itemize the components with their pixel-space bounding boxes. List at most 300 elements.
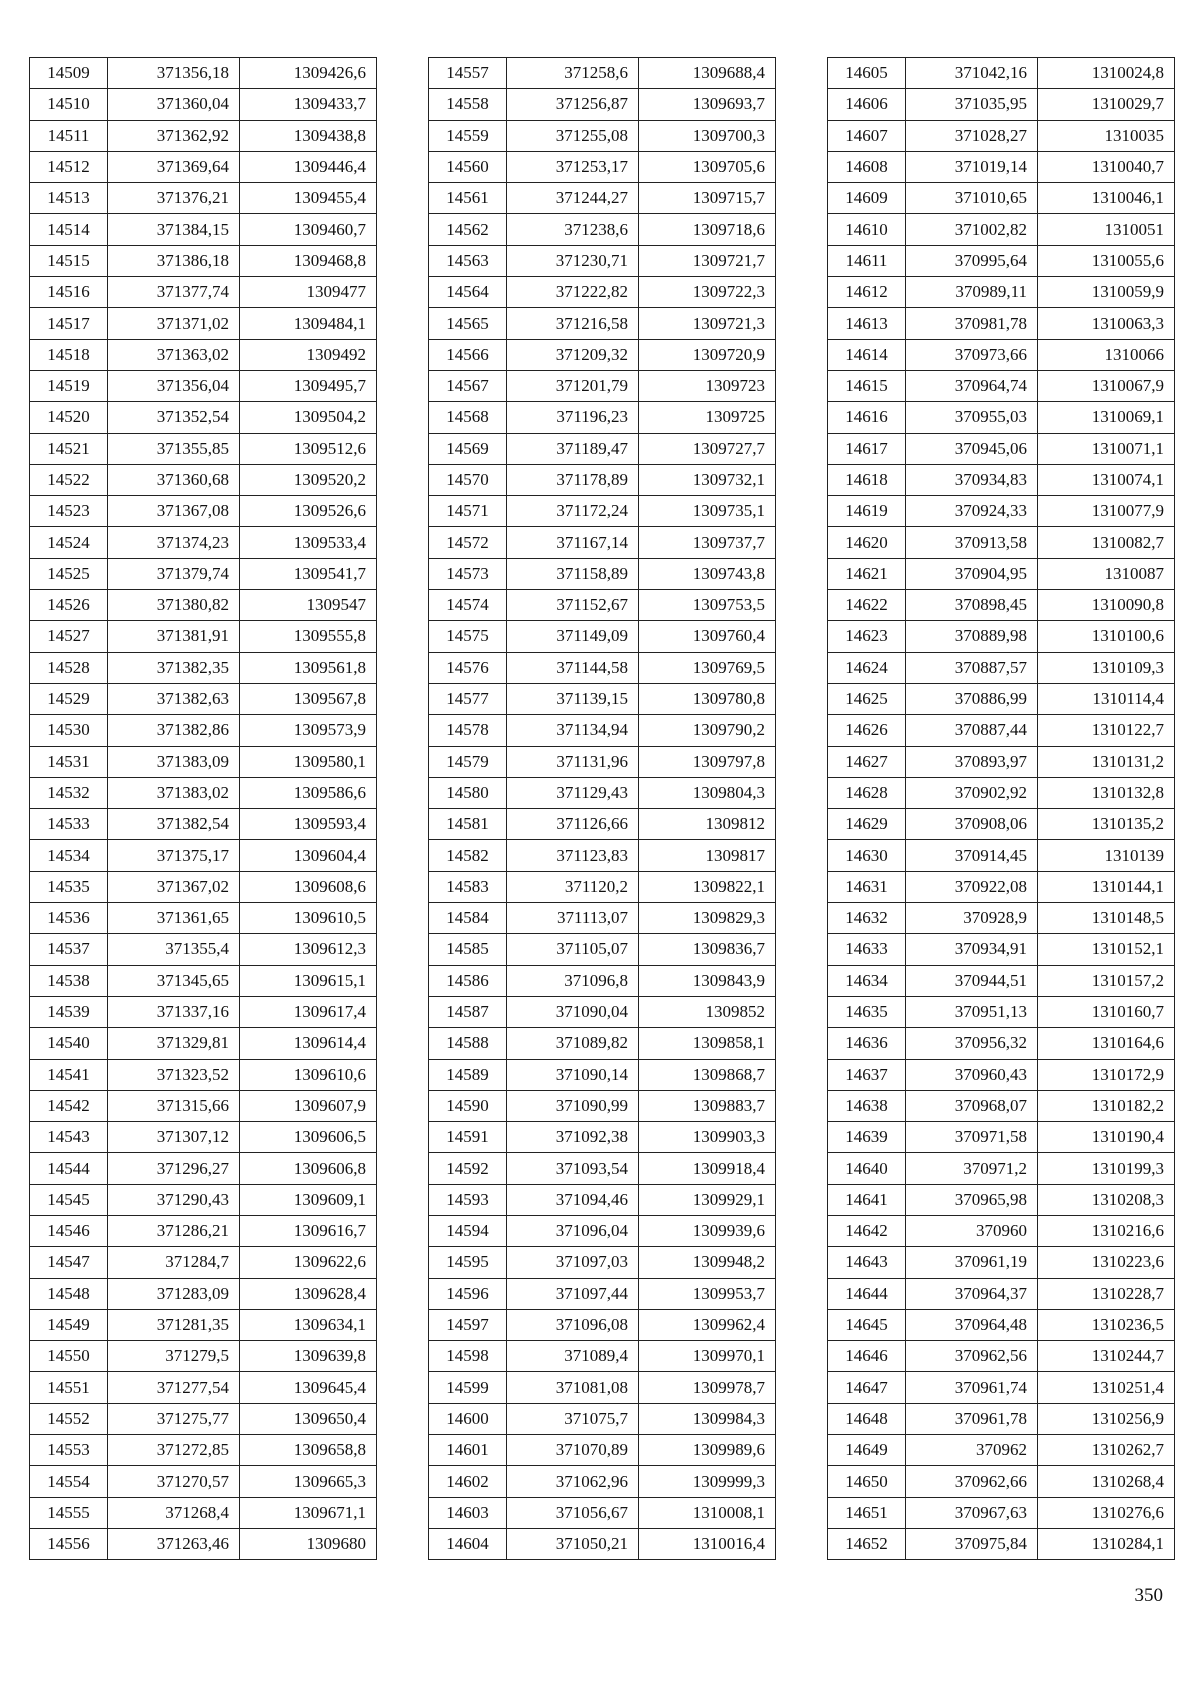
x-coordinate-cell: 371275,77 [108, 1403, 240, 1434]
table-row [30, 1090, 377, 1121]
y-coordinate-cell: 1309852 [639, 996, 776, 1027]
point-number-cell: 14639 [828, 1122, 906, 1153]
x-coordinate-cell: 370924,33 [906, 496, 1038, 527]
y-coordinate-cell: 1309804,3 [639, 777, 776, 808]
table-row [828, 1059, 1175, 1090]
x-coordinate-cell: 371089,4 [507, 1341, 639, 1372]
table-row [429, 277, 776, 308]
x-coordinate-cell: 371089,82 [507, 1028, 639, 1059]
table-row [429, 496, 776, 527]
y-coordinate-cell: 1309705,6 [639, 151, 776, 182]
coordinates-table-2 [428, 57, 776, 1560]
point-number-cell: 14524 [30, 527, 108, 558]
y-coordinate-cell: 1310046,1 [1038, 183, 1175, 214]
y-coordinate-cell: 1310135,2 [1038, 809, 1175, 840]
table-row [429, 1466, 776, 1497]
y-coordinate-cell: 1310090,8 [1038, 590, 1175, 621]
table-row [429, 1059, 776, 1090]
x-coordinate-cell: 371383,09 [108, 746, 240, 777]
table-row [30, 840, 377, 871]
x-coordinate-cell: 371096,04 [507, 1215, 639, 1246]
table-row [30, 965, 377, 996]
table-row [30, 715, 377, 746]
point-number-cell: 14530 [30, 715, 108, 746]
point-number-cell: 14566 [429, 339, 507, 370]
point-number-cell: 14593 [429, 1184, 507, 1215]
y-coordinate-cell: 1309903,3 [639, 1122, 776, 1153]
y-coordinate-cell: 1309455,4 [240, 183, 377, 214]
table-row [828, 370, 1175, 401]
point-number-cell: 14577 [429, 683, 507, 714]
y-coordinate-cell: 1309721,3 [639, 308, 776, 339]
y-coordinate-cell: 1310262,7 [1038, 1435, 1175, 1466]
point-number-cell: 14583 [429, 871, 507, 902]
point-number-cell: 14521 [30, 433, 108, 464]
table-row [30, 1122, 377, 1153]
x-coordinate-cell: 370968,07 [906, 1090, 1038, 1121]
x-coordinate-cell: 370889,98 [906, 621, 1038, 652]
table-row [429, 370, 776, 401]
table-row [30, 245, 377, 276]
x-coordinate-cell: 371230,71 [507, 245, 639, 276]
x-coordinate-cell: 371172,24 [507, 496, 639, 527]
point-number-cell: 14522 [30, 464, 108, 495]
x-coordinate-cell: 371258,6 [507, 58, 639, 89]
y-coordinate-cell: 1309797,8 [639, 746, 776, 777]
y-coordinate-cell: 1309604,4 [240, 840, 377, 871]
point-number-cell: 14511 [30, 120, 108, 151]
point-number-cell: 14551 [30, 1372, 108, 1403]
point-number-cell: 14595 [429, 1247, 507, 1278]
table-row [30, 402, 377, 433]
point-number-cell: 14553 [30, 1435, 108, 1466]
table-row [429, 245, 776, 276]
y-coordinate-cell: 1309567,8 [240, 683, 377, 714]
point-number-cell: 14612 [828, 277, 906, 308]
x-coordinate-cell: 371062,96 [507, 1466, 639, 1497]
table-row [30, 151, 377, 182]
x-coordinate-cell: 371382,35 [108, 652, 240, 683]
x-coordinate-cell: 370904,95 [906, 558, 1038, 589]
point-number-cell: 14557 [429, 58, 507, 89]
y-coordinate-cell: 1309650,4 [240, 1403, 377, 1434]
point-number-cell: 14647 [828, 1372, 906, 1403]
table-row [30, 746, 377, 777]
y-coordinate-cell: 1310082,7 [1038, 527, 1175, 558]
table-row [30, 496, 377, 527]
point-number-cell: 14550 [30, 1341, 108, 1372]
x-coordinate-cell: 370971,58 [906, 1122, 1038, 1153]
table-row [429, 58, 776, 89]
table-row [828, 965, 1175, 996]
y-coordinate-cell: 1309918,4 [639, 1153, 776, 1184]
x-coordinate-cell: 371096,08 [507, 1309, 639, 1340]
point-number-cell: 14518 [30, 339, 108, 370]
point-number-cell: 14605 [828, 58, 906, 89]
x-coordinate-cell: 370922,08 [906, 871, 1038, 902]
x-coordinate-cell: 371379,74 [108, 558, 240, 589]
y-coordinate-cell: 1309720,9 [639, 339, 776, 370]
table-row [828, 89, 1175, 120]
point-number-cell: 14622 [828, 590, 906, 621]
y-coordinate-cell: 1310276,6 [1038, 1497, 1175, 1528]
x-coordinate-cell: 371256,87 [507, 89, 639, 120]
point-number-cell: 14615 [828, 370, 906, 401]
table-row [429, 996, 776, 1027]
x-coordinate-cell: 371363,02 [108, 339, 240, 370]
y-coordinate-cell: 1309614,4 [240, 1028, 377, 1059]
table-row [30, 464, 377, 495]
table-row [828, 277, 1175, 308]
table-row [828, 1090, 1175, 1121]
x-coordinate-cell: 370964,37 [906, 1278, 1038, 1309]
x-coordinate-cell: 371090,14 [507, 1059, 639, 1090]
point-number-cell: 14634 [828, 965, 906, 996]
x-coordinate-cell: 371149,09 [507, 621, 639, 652]
point-number-cell: 14611 [828, 245, 906, 276]
x-coordinate-cell: 371126,66 [507, 809, 639, 840]
point-number-cell: 14609 [828, 183, 906, 214]
table-row [30, 433, 377, 464]
y-coordinate-cell: 1310055,6 [1038, 245, 1175, 276]
x-coordinate-cell: 371284,7 [108, 1247, 240, 1278]
x-coordinate-cell: 370951,13 [906, 996, 1038, 1027]
y-coordinate-cell: 1309732,1 [639, 464, 776, 495]
table-row [30, 934, 377, 965]
x-coordinate-cell: 370908,06 [906, 809, 1038, 840]
y-coordinate-cell: 1309671,1 [240, 1497, 377, 1528]
table-row [828, 433, 1175, 464]
x-coordinate-cell: 371131,96 [507, 746, 639, 777]
y-coordinate-cell: 1310208,3 [1038, 1184, 1175, 1215]
table-row [30, 903, 377, 934]
table-row [828, 1278, 1175, 1309]
table-row [429, 1435, 776, 1466]
point-number-cell: 14590 [429, 1090, 507, 1121]
table-row [30, 58, 377, 89]
table-row [429, 683, 776, 714]
y-coordinate-cell: 1310157,2 [1038, 965, 1175, 996]
y-coordinate-cell: 1309737,7 [639, 527, 776, 558]
y-coordinate-cell: 1309735,1 [639, 496, 776, 527]
point-number-cell: 14568 [429, 402, 507, 433]
y-coordinate-cell: 1309989,6 [639, 1435, 776, 1466]
table-row [429, 1528, 776, 1559]
x-coordinate-cell: 371216,58 [507, 308, 639, 339]
y-coordinate-cell: 1310109,3 [1038, 652, 1175, 683]
y-coordinate-cell: 1309721,7 [639, 245, 776, 276]
y-coordinate-cell: 1310144,1 [1038, 871, 1175, 902]
x-coordinate-cell: 370945,06 [906, 433, 1038, 464]
x-coordinate-cell: 371097,44 [507, 1278, 639, 1309]
table-row [828, 1215, 1175, 1246]
point-number-cell: 14526 [30, 590, 108, 621]
point-number-cell: 14563 [429, 245, 507, 276]
point-number-cell: 14535 [30, 871, 108, 902]
y-coordinate-cell: 1310244,7 [1038, 1341, 1175, 1372]
y-coordinate-cell: 1309723 [639, 370, 776, 401]
table-row [30, 308, 377, 339]
x-coordinate-cell: 371367,08 [108, 496, 240, 527]
y-coordinate-cell: 1309615,1 [240, 965, 377, 996]
point-number-cell: 14541 [30, 1059, 108, 1090]
x-coordinate-cell: 371144,58 [507, 652, 639, 683]
y-coordinate-cell: 1309573,9 [240, 715, 377, 746]
page-number: 350 [1134, 1585, 1163, 1606]
point-number-cell: 14540 [30, 1028, 108, 1059]
table-row [30, 1341, 377, 1372]
point-number-cell: 14561 [429, 183, 507, 214]
point-number-cell: 14546 [30, 1215, 108, 1246]
table-row [429, 871, 776, 902]
point-number-cell: 14543 [30, 1122, 108, 1153]
y-coordinate-cell: 1309628,4 [240, 1278, 377, 1309]
table-row [429, 1309, 776, 1340]
y-coordinate-cell: 1309438,8 [240, 120, 377, 151]
point-number-cell: 14567 [429, 370, 507, 401]
x-coordinate-cell: 370961,74 [906, 1372, 1038, 1403]
x-coordinate-cell: 370981,78 [906, 308, 1038, 339]
point-number-cell: 14516 [30, 277, 108, 308]
table-row [30, 527, 377, 558]
y-coordinate-cell: 1310256,9 [1038, 1403, 1175, 1434]
point-number-cell: 14610 [828, 214, 906, 245]
point-number-cell: 14597 [429, 1309, 507, 1340]
y-coordinate-cell: 1309533,4 [240, 527, 377, 558]
x-coordinate-cell: 371281,35 [108, 1309, 240, 1340]
table-row [429, 402, 776, 433]
point-number-cell: 14589 [429, 1059, 507, 1090]
table-row [828, 527, 1175, 558]
x-coordinate-cell: 371152,67 [507, 590, 639, 621]
point-number-cell: 14620 [828, 527, 906, 558]
table-row [828, 1153, 1175, 1184]
point-number-cell: 14509 [30, 58, 108, 89]
x-coordinate-cell: 371019,14 [906, 151, 1038, 182]
y-coordinate-cell: 1309999,3 [639, 1466, 776, 1497]
point-number-cell: 14635 [828, 996, 906, 1027]
x-coordinate-cell: 370961,78 [906, 1403, 1038, 1434]
table-row [429, 809, 776, 840]
y-coordinate-cell: 1309658,8 [240, 1435, 377, 1466]
x-coordinate-cell: 371382,54 [108, 809, 240, 840]
x-coordinate-cell: 371010,65 [906, 183, 1038, 214]
x-coordinate-cell: 370887,44 [906, 715, 1038, 746]
table-row [429, 934, 776, 965]
y-coordinate-cell: 1309593,4 [240, 809, 377, 840]
table-row [828, 1028, 1175, 1059]
y-coordinate-cell: 1309725 [639, 402, 776, 433]
table-row [828, 1184, 1175, 1215]
x-coordinate-cell: 370989,11 [906, 277, 1038, 308]
point-number-cell: 14582 [429, 840, 507, 871]
point-number-cell: 14552 [30, 1403, 108, 1434]
table-row [429, 903, 776, 934]
point-number-cell: 14549 [30, 1309, 108, 1340]
table-row [429, 120, 776, 151]
table-row [828, 120, 1175, 151]
y-coordinate-cell: 1309715,7 [639, 183, 776, 214]
y-coordinate-cell: 1309468,8 [240, 245, 377, 276]
y-coordinate-cell: 1310236,5 [1038, 1309, 1175, 1340]
x-coordinate-cell: 370887,57 [906, 652, 1038, 683]
x-coordinate-cell: 371382,63 [108, 683, 240, 714]
x-coordinate-cell: 371167,14 [507, 527, 639, 558]
y-coordinate-cell: 1309555,8 [240, 621, 377, 652]
point-number-cell: 14573 [429, 558, 507, 589]
point-number-cell: 14599 [429, 1372, 507, 1403]
y-coordinate-cell: 1310016,4 [639, 1528, 776, 1559]
point-number-cell: 14632 [828, 903, 906, 934]
x-coordinate-cell: 371042,16 [906, 58, 1038, 89]
y-coordinate-cell: 1309495,7 [240, 370, 377, 401]
x-coordinate-cell: 371123,83 [507, 840, 639, 871]
y-coordinate-cell: 1310114,4 [1038, 683, 1175, 714]
y-coordinate-cell: 1309608,6 [240, 871, 377, 902]
y-coordinate-cell: 1310131,2 [1038, 746, 1175, 777]
y-coordinate-cell: 1309753,5 [639, 590, 776, 621]
table-row [429, 433, 776, 464]
table-row [30, 590, 377, 621]
table-row [30, 1466, 377, 1497]
table-row [828, 183, 1175, 214]
y-coordinate-cell: 1309953,7 [639, 1278, 776, 1309]
y-coordinate-cell: 1309460,7 [240, 214, 377, 245]
y-coordinate-cell: 1310172,9 [1038, 1059, 1175, 1090]
point-number-cell: 14617 [828, 433, 906, 464]
table-row [828, 934, 1175, 965]
table-row [828, 1435, 1175, 1466]
y-coordinate-cell: 1310067,9 [1038, 370, 1175, 401]
table-row [30, 777, 377, 808]
y-coordinate-cell: 1309477 [240, 277, 377, 308]
y-coordinate-cell: 1309609,1 [240, 1184, 377, 1215]
table-row [828, 58, 1175, 89]
point-number-cell: 14644 [828, 1278, 906, 1309]
x-coordinate-cell: 371196,23 [507, 402, 639, 433]
point-number-cell: 14643 [828, 1247, 906, 1278]
y-coordinate-cell: 1309760,4 [639, 621, 776, 652]
x-coordinate-cell: 371356,04 [108, 370, 240, 401]
x-coordinate-cell: 370955,03 [906, 402, 1038, 433]
x-coordinate-cell: 371209,32 [507, 339, 639, 370]
point-number-cell: 14534 [30, 840, 108, 871]
x-coordinate-cell: 371369,64 [108, 151, 240, 182]
table-row [30, 683, 377, 714]
point-number-cell: 14598 [429, 1341, 507, 1372]
point-number-cell: 14539 [30, 996, 108, 1027]
table-row [429, 840, 776, 871]
table-row [30, 996, 377, 1027]
point-number-cell: 14633 [828, 934, 906, 965]
point-number-cell: 14514 [30, 214, 108, 245]
point-number-cell: 14618 [828, 464, 906, 495]
point-number-cell: 14627 [828, 746, 906, 777]
y-coordinate-cell: 1309817 [639, 840, 776, 871]
x-coordinate-cell: 371081,08 [507, 1372, 639, 1403]
table-row [30, 277, 377, 308]
x-coordinate-cell: 371279,5 [108, 1341, 240, 1372]
x-coordinate-cell: 370973,66 [906, 339, 1038, 370]
point-number-cell: 14512 [30, 151, 108, 182]
y-coordinate-cell: 1309693,7 [639, 89, 776, 120]
table-row [828, 496, 1175, 527]
point-number-cell: 14624 [828, 652, 906, 683]
coordinates-table-1 [29, 57, 377, 1560]
x-coordinate-cell: 371380,82 [108, 590, 240, 621]
y-coordinate-cell: 1310071,1 [1038, 433, 1175, 464]
point-number-cell: 14576 [429, 652, 507, 683]
point-number-cell: 14642 [828, 1215, 906, 1246]
table-row [828, 1372, 1175, 1403]
y-coordinate-cell: 1309718,6 [639, 214, 776, 245]
x-coordinate-cell: 371352,54 [108, 402, 240, 433]
x-coordinate-cell: 371189,47 [507, 433, 639, 464]
table-row [828, 402, 1175, 433]
table-row [828, 1466, 1175, 1497]
x-coordinate-cell: 371094,46 [507, 1184, 639, 1215]
y-coordinate-cell: 1309970,1 [639, 1341, 776, 1372]
table-row [828, 339, 1175, 370]
table-row [429, 1090, 776, 1121]
x-coordinate-cell: 371361,65 [108, 903, 240, 934]
x-coordinate-cell: 370944,51 [906, 965, 1038, 996]
x-coordinate-cell: 370893,97 [906, 746, 1038, 777]
table-row [429, 621, 776, 652]
point-number-cell: 14606 [828, 89, 906, 120]
y-coordinate-cell: 1310122,7 [1038, 715, 1175, 746]
x-coordinate-cell: 371263,46 [108, 1528, 240, 1559]
point-number-cell: 14586 [429, 965, 507, 996]
table-row [828, 903, 1175, 934]
point-number-cell: 14581 [429, 809, 507, 840]
y-coordinate-cell: 1309512,6 [240, 433, 377, 464]
x-coordinate-cell: 370886,99 [906, 683, 1038, 714]
table-row [828, 683, 1175, 714]
x-coordinate-cell: 370962,66 [906, 1466, 1038, 1497]
table-row [30, 871, 377, 902]
y-coordinate-cell: 1310284,1 [1038, 1528, 1175, 1559]
table-row [429, 1403, 776, 1434]
y-coordinate-cell: 1309607,9 [240, 1090, 377, 1121]
y-coordinate-cell: 1310035 [1038, 120, 1175, 151]
point-number-cell: 14571 [429, 496, 507, 527]
y-coordinate-cell: 1310066 [1038, 339, 1175, 370]
y-coordinate-cell: 1309868,7 [639, 1059, 776, 1090]
point-number-cell: 14614 [828, 339, 906, 370]
point-number-cell: 14510 [30, 89, 108, 120]
y-coordinate-cell: 1309586,6 [240, 777, 377, 808]
x-coordinate-cell: 371075,7 [507, 1403, 639, 1434]
y-coordinate-cell: 1309978,7 [639, 1372, 776, 1403]
x-coordinate-cell: 371105,07 [507, 934, 639, 965]
x-coordinate-cell: 370964,74 [906, 370, 1038, 401]
table-row [30, 1028, 377, 1059]
table-row [429, 558, 776, 589]
table-row [828, 1528, 1175, 1559]
table-row [429, 1247, 776, 1278]
y-coordinate-cell: 1310268,4 [1038, 1466, 1175, 1497]
coordinates-table-3 [827, 57, 1175, 1560]
point-number-cell: 14616 [828, 402, 906, 433]
table-row [828, 464, 1175, 495]
x-coordinate-cell: 371070,89 [507, 1435, 639, 1466]
table-row [429, 1028, 776, 1059]
point-number-cell: 14579 [429, 746, 507, 777]
y-coordinate-cell: 1309520,2 [240, 464, 377, 495]
point-number-cell: 14619 [828, 496, 906, 527]
y-coordinate-cell: 1310190,4 [1038, 1122, 1175, 1153]
